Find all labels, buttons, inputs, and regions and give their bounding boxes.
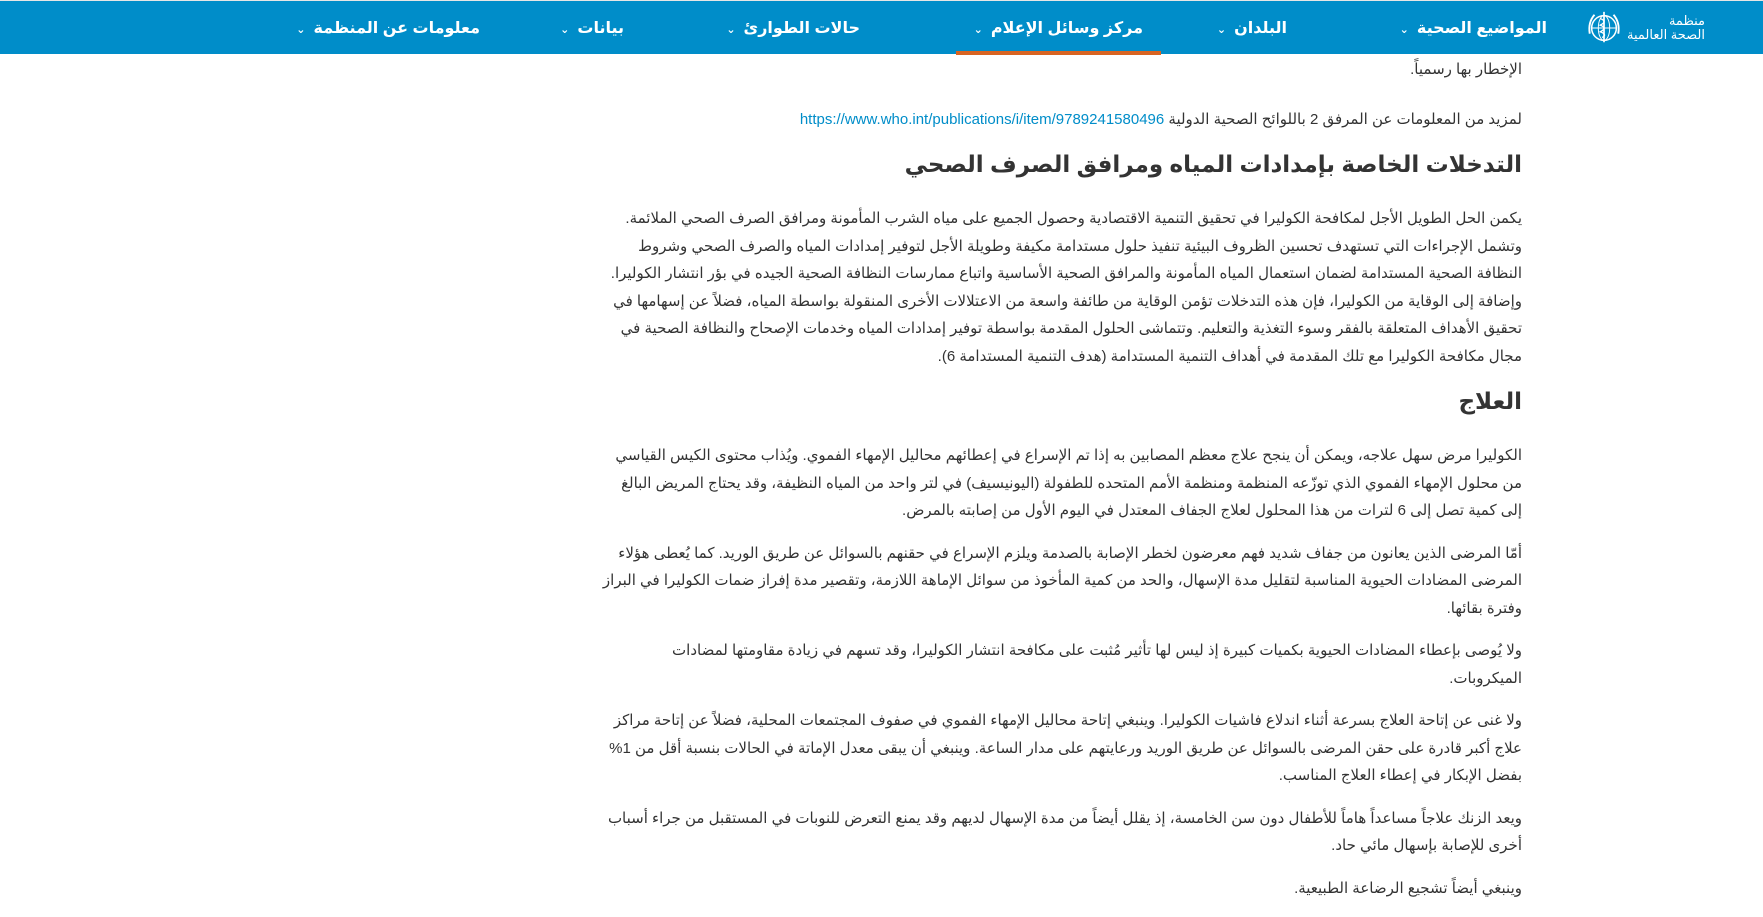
more-info-text: لمزيد من المعلومات عن المرفق 2 باللوائح الصحية الدولية <box>1168 110 1522 128</box>
chevron-down-icon: ⌄ <box>1216 23 1227 36</box>
section-heading-treatment: العلاج <box>1458 388 1522 414</box>
treatment-paragraph: وينبغي أيضاً تشجيع الرضاعة الطبيعية. <box>1294 879 1522 897</box>
nav-health-topics[interactable] <box>1400 1 1547 55</box>
treatment-paragraph: ولا يُوصى بإعطاء المضادات الحيوية بكميات كبيرة إذ ليس لها تأثير مُثبت على مكافحة انتشار الكوليرا، وقد تسهم في زيادة مقاومتها لمضادات الميكروبات. <box>672 642 1522 687</box>
nav-label: مركز وسائل الإعلام <box>990 20 1143 37</box>
more-info-paragraph <box>596 106 1522 134</box>
treatment-paragraph: الكوليرا مرض سهل علاجه، ويمكن أن ينجح علاج معظم المصابين به إذا تم الإسراع في إعطائهم محاليل الإمهاء الفموي. ويُذاب محتوى الكيس القياسي من محلول الإمهاء الفموي الذي توزّعه المنظمة ومنظمة الأمم المتحده للطفولة (اليونيسيف) في لتر واحد من المياه النظيفة، وقد يحتاج المريض البالغ إلى كمية تصل إلى 6 لترات من هذا المحلول لعلاج الجفاف المعتدل في اليوم الأول من إصابته بالمرض. <box>615 447 1522 519</box>
nav-data[interactable] <box>560 1 624 55</box>
logo-line-2: الصحة العالمية <box>1627 27 1705 42</box>
nav-newsroom[interactable] <box>974 1 1143 55</box>
chevron-down-icon: ⌄ <box>973 23 983 36</box>
nav-label: حالات الطوارئ <box>743 20 860 37</box>
who-logo[interactable] <box>1585 9 1705 47</box>
intro-tail-paragraph: الإخطار بها رسمياً. <box>1410 61 1522 78</box>
top-navigation-bar <box>0 0 1763 54</box>
logo-text <box>1627 14 1705 42</box>
wash-paragraph: يكمن الحل الطويل الأجل لمكافحة الكوليرا في تحقيق التنمية الاقتصادية وحصول الجميع على مياه الشرب المأمونة ومرافق الصرف الصحي الملائمة. وتشمل الإجراءات التي تستهدف تحسين الظروف البيئية تنفيذ حلول مستدامة مكيفة وطويلة الأجل لتوفير إمدادات المياه والصرف الصحي وشروط النظافة الصحية المستدامة لضمان استعمال المياه المأمونة والمرافق الصحية الأساسية واتباع ممارسات النظافة الصحية الجيده في بؤر انتشار الكوليرا. وإضافة إلى الوقاية من الكوليرا، فإن هذه التدخلات تؤمن الوقاية من طائفة واسعة من الاعتلالات الأخرى المنقولة بواسطة المياه، فضلاً عن إسهامها في تحقيق الأهداف المتعلقة بالفقر وسوء التغذية والتعليم. وتتماشى الحلول المقدمة بواسطة توفير إمدادات المياه وخدمات الإصحاح والنظافة الصحية في مجال مكافحة الكوليرا مع تلك المقدمة في أهداف التنمية المستدامة (هدف التنمية المستدامة 6). <box>610 210 1522 365</box>
chevron-down-icon: ⌄ <box>560 23 570 36</box>
chevron-down-icon: ⌄ <box>726 23 736 36</box>
nav-label: المواضيع الصحية <box>1416 20 1547 37</box>
nav-emergencies[interactable] <box>726 1 860 55</box>
section-heading-wash: التدخلات الخاصة بإمدادات المياه ومرافق الصرف الصحي <box>904 151 1522 177</box>
logo-line-1: منظمة <box>1668 13 1705 28</box>
nav-about-who[interactable] <box>296 1 480 55</box>
who-emblem-icon <box>1585 9 1623 47</box>
article-content <box>596 54 1522 917</box>
ihr-annex-link[interactable]: https://www.who.int/publications/i/item/9789241580496 <box>799 110 1165 128</box>
treatment-paragraph: ولا غنى عن إتاحة العلاج بسرعة أثناء اندلاع فاشيات الكوليرا. وينبغي إتاحة محاليل الإمهاء الفموي في صفوف المجتمعات المحلية، فضلاً عن إتاحة مراكز علاج أكبر قادرة على حقن المرضى بالسوائل عن طريق الوريد ورعايتهم على مدار الساعة. وينبغي أن يبقى معدل الإماتة في الحالات بنسبة أقل من 1% بفضل الإبكار في إعطاء العلاج المناسب. <box>609 712 1522 784</box>
treatment-paragraph: أمّا المرضى الذين يعانون من جفاف شديد فهم معرضون لخطر الإصابة بالصدمة ويلزم الإسراع في حقنهم بالسوائل عن طريق الوريد. كما يُعطى هؤلاء المرضى المضادات الحيوية المناسبة لتقليل مدة الإسهال، والحد من كمية المأخوذ من سوائل الإماهة اللازمة، وتقصير مدة إفراز ضمات الكوليرا في البراز وفترة بقائها. <box>602 544 1522 617</box>
nav-label: معلومات عن المنظمة <box>313 20 480 37</box>
treatment-paragraph: ويعد الزنك علاجاً مساعداً هاماً للأطفال دون سن الخامسة، إذ يقلل أيضاً من مدة الإسهال لديهم وقد يمنع التعرض للنوبات في المستقبل من جراء أسباب أخرى للإصابة بإسهال مائي حاد. <box>607 809 1522 854</box>
chevron-down-icon: ⌄ <box>1399 23 1409 36</box>
nav-label: بيانات <box>577 20 624 37</box>
nav-label: البلدان <box>1234 20 1287 37</box>
nav-countries[interactable] <box>1217 1 1287 55</box>
chevron-down-icon: ⌄ <box>296 23 306 36</box>
